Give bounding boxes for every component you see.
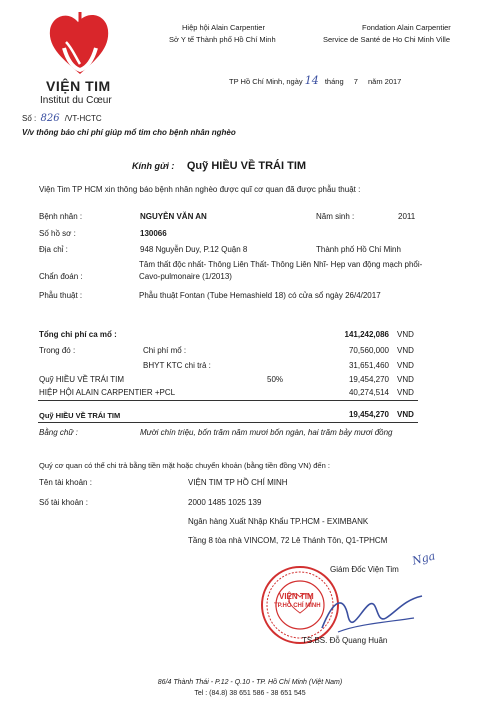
fund-label: Quỹ HIỀU VỀ TRÁI TIM	[39, 375, 125, 384]
surgery-desc: Phẫu thuật Fontan (Tube Hemashield 18) có cửa sổ ngày 26/4/2017	[139, 291, 381, 300]
account-name: VIỆN TIM TP HỒ CHÍ MINH	[188, 478, 288, 487]
diagnosis-label: Chẩn đoán :	[39, 272, 83, 281]
file-no: 130066	[140, 229, 167, 238]
account-name-label: Tên tài khoản :	[39, 478, 92, 487]
address-label: Địa chỉ :	[39, 245, 68, 254]
heart-logo-icon	[44, 8, 116, 82]
date-year: năm 2017	[367, 77, 402, 86]
date-month-label: tháng	[324, 77, 344, 86]
ref-label: Số :	[22, 114, 37, 123]
currency: VND	[397, 330, 414, 339]
file-no-label: Số hồ sơ :	[39, 229, 76, 238]
signature-icon	[318, 588, 428, 640]
birth-year: 2011	[398, 212, 416, 221]
birth-year-label: Năm sinh :	[316, 212, 355, 221]
date-day: 14	[304, 74, 319, 87]
ref-subject: V/v thông báo chi phí giúp mổ tim cho bệnh nhân nghèo	[22, 128, 236, 137]
surgery-cost-value: 70,560,000	[348, 346, 389, 355]
footer-address: 86/4 Thành Thái - P.12 - Q.10 - TP. Hồ Chí Minh (Việt Nam)	[157, 679, 343, 686]
in-words-label: Bằng chữ :	[39, 428, 78, 437]
stamp-line-2: TP.HỒ CHÍ MINH	[274, 603, 321, 609]
vn-organization: Hiệp hội Alain Carpentier	[182, 23, 265, 32]
payment-intro: Quý cơ quan có thể chi trả bằng tiền mặt hoặc chuyển khoản (bằng tiền đồng VN) đến :	[39, 461, 330, 470]
currency: VND	[397, 361, 414, 370]
signer-title: Giám Đốc Viện Tim	[330, 565, 399, 574]
logo-subtitle: Institut du Cœur	[40, 95, 112, 106]
fr-organization: Fondation Alain Carpentier	[362, 23, 451, 32]
patient-city: Thành phố Hồ Chí Minh	[316, 245, 401, 254]
date-month: 7	[353, 77, 358, 86]
fund-percent: 50%	[267, 375, 284, 384]
footer-phone: Tel : (84.8) 38 651 586 - 38 651 545	[194, 690, 306, 697]
divider	[38, 400, 418, 401]
ref-suffix: /VT-HCTC	[64, 114, 102, 123]
divider	[38, 422, 418, 423]
handwritten-initials: Nga	[410, 549, 437, 568]
alain-amount: 40,274,514	[348, 388, 389, 397]
surgery-label: Phẫu thuật :	[39, 291, 83, 300]
reference-number	[22, 113, 102, 124]
date-prefix: TP Hồ Chí Minh, ngày	[229, 77, 303, 86]
total-cost-label: Tổng chi phí ca mổ :	[39, 330, 117, 339]
fund-amount: 19,454,270	[348, 375, 389, 384]
alain-label: HIỆP HỘI ALAIN CARPENTIER +PCL	[39, 388, 176, 397]
of-which-label: Trong đó :	[39, 346, 76, 355]
logo-name: VIỆN TIM	[46, 78, 111, 94]
account-no-label: Số tài khoản :	[39, 498, 88, 507]
bhyt-value: 31,651,460	[348, 361, 389, 370]
fund-total-value: 19,454,270	[348, 410, 389, 419]
vn-department: Sở Y tế Thành phố Hồ Chí Minh	[169, 35, 276, 44]
surgery-cost-label: Chi phí mổ :	[143, 346, 187, 355]
patient-address: 948 Nguyễn Duy, P.12 Quận 8	[140, 245, 248, 254]
signer-name: TS.BS. Đỗ Quang Huân	[302, 636, 388, 645]
fund-total-label: Quỹ HIỀU VỀ TRÁI TIM	[39, 411, 121, 420]
ref-number: 826	[40, 113, 60, 124]
recipient-label: Kính gửi :	[132, 161, 175, 171]
currency: VND	[397, 388, 414, 397]
currency: VND	[397, 375, 414, 384]
bank-address: Tầng 8 tòa nhà VINCOM, 72 Lê Thánh Tôn, Q1-TPHCM	[188, 536, 388, 545]
fr-department: Service de Santé de Ho Chi Minh Ville	[323, 35, 451, 44]
stamp-line-1: VIỆN TIM	[279, 592, 314, 601]
diagnosis-line-1: Tâm thất độc nhất- Thông Liên Thất- Thông Liên Nhĩ- Hẹp van động mạch phổi-	[139, 260, 423, 269]
bhyt-label: BHYT KTC chi trả :	[143, 361, 211, 370]
account-no: 2000 1485 1025 139	[188, 498, 262, 507]
patient-name: NGUYỄN VĂN AN	[140, 212, 207, 221]
intro-text: Viện Tim TP HCM xin thông báo bệnh nhân nghèo được quĩ cơ quan đã được phẫu thuật :	[39, 185, 361, 194]
in-words-value: Mười chín triệu, bốn trăm năm mươi bốn ngàn, hai trăm bảy mươi đồng	[140, 428, 393, 437]
recipient-name: Quỹ HIỀU VỀ TRÁI TIM	[186, 160, 307, 172]
currency: VND	[397, 346, 414, 355]
bank-name: Ngân hàng Xuất Nhập Khẩu TP.HCM - EXIMBANK	[188, 517, 369, 526]
date-line	[229, 74, 401, 87]
total-cost-value: 141,242,086	[344, 330, 389, 339]
patient-name-label: Bệnh nhân :	[39, 212, 83, 221]
currency: VND	[397, 410, 414, 419]
recipient-line	[132, 156, 306, 174]
diagnosis-line-2: Cavo-pulmonaire (1/2013)	[139, 272, 232, 281]
